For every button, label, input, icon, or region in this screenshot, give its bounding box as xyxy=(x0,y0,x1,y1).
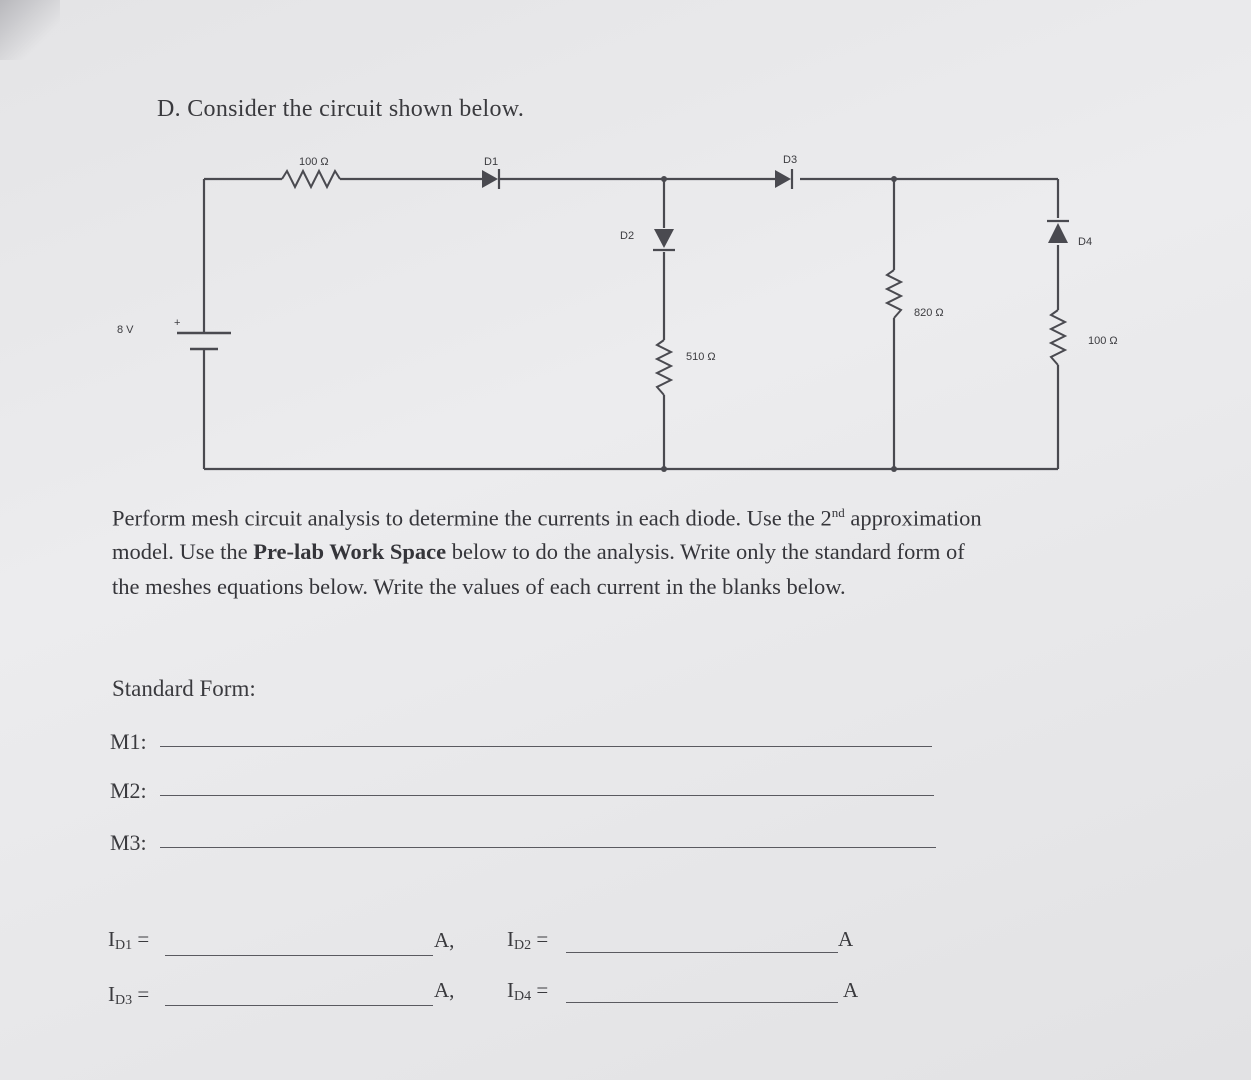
current-id2-unit: A xyxy=(838,927,854,951)
current-id3-blank[interactable] xyxy=(165,1005,433,1006)
current-id3-unit: A, xyxy=(434,978,455,1002)
mesh-m2-blank[interactable] xyxy=(160,795,934,796)
diode-d2-label: D2 xyxy=(620,230,635,242)
current-id1-label: $I_{D1}$ = xyxy=(108,927,150,953)
current-id4-label: $I_{D4}$ = xyxy=(507,978,549,1004)
current-id4-blank[interactable] xyxy=(566,1002,838,1003)
diode-d2-symbol xyxy=(653,229,675,250)
current-id3-label: $I_{D3}$ = xyxy=(108,982,150,1008)
resistor-100-right xyxy=(1051,310,1065,365)
circuit-diagram xyxy=(0,0,1251,480)
battery-symbol xyxy=(177,333,231,349)
junction-top-d2 xyxy=(661,176,667,182)
question-title: D. Consider the circuit shown below. xyxy=(157,96,525,122)
diode-d4-label: D4 xyxy=(1078,236,1093,248)
source-plus-sign: + xyxy=(174,317,181,329)
current-id1-unit: A, xyxy=(434,928,455,952)
mesh-m1-label: M1: xyxy=(110,729,147,754)
resistor-100-right-label: 100 Ω xyxy=(1088,335,1118,347)
standard-form-heading: Standard Form: xyxy=(112,676,256,701)
junction-bottom-820 xyxy=(891,466,897,472)
source-voltage-label: 8 V xyxy=(117,324,134,336)
diode-d3-symbol xyxy=(775,169,792,189)
current-id2-label: $I_{D2}$ = xyxy=(507,927,549,953)
resistor-510 xyxy=(657,340,671,395)
diode-d3-label: D3 xyxy=(783,154,798,166)
current-id1-blank[interactable] xyxy=(165,955,433,956)
junction-bottom-510 xyxy=(661,466,667,472)
instructions-line-2: model. Use the Pre-lab Work Space below to do the analysis. Write only the standard form of xyxy=(112,539,965,564)
diode-d1-label: D1 xyxy=(484,156,499,168)
current-id2-blank[interactable] xyxy=(566,952,838,953)
diode-d4-symbol xyxy=(1047,221,1069,243)
mesh-m2-label: M2: xyxy=(110,778,147,803)
instructions-line-1: Perform mesh circuit analysis to determine the currents in each diode. Use the 2nd approximation xyxy=(112,505,982,531)
resistor-820 xyxy=(887,270,901,318)
resistor-100-top xyxy=(282,171,340,187)
mesh-m1-blank[interactable] xyxy=(160,746,932,747)
resistor-100-top-label: 100 Ω xyxy=(299,156,329,168)
instructions-line-3: the meshes equations below. Write the values of each current in the blanks below. xyxy=(112,574,846,599)
current-id4-unit: A xyxy=(843,978,859,1002)
resistor-820-label: 820 Ω xyxy=(914,307,944,319)
junction-top-820 xyxy=(891,176,897,182)
diode-d1-symbol xyxy=(482,169,499,189)
resistor-510-label: 510 Ω xyxy=(686,351,716,363)
mesh-m3-label: M3: xyxy=(110,830,147,855)
mesh-m3-blank[interactable] xyxy=(160,847,936,848)
